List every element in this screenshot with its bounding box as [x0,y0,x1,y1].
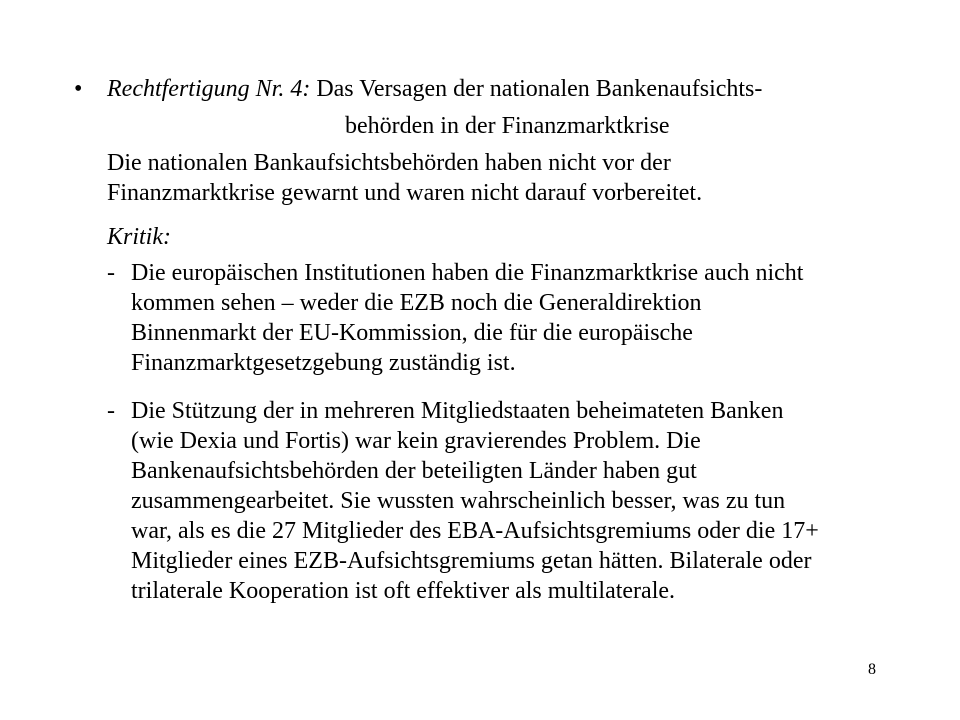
intro-line: Die nationalen Bankaufsichtsbehörden haben nicht vor der [107,150,671,176]
critique-item-text [131,396,931,606]
critique-line: zusammengearbeitet. Sie wussten wahrscheinlich besser, was zu tun [131,488,786,514]
critique-line: Mitglieder eines EZB-Aufsichtsgremiums getan hätten. Bilaterale oder [131,548,812,574]
intro-line: Finanzmarktkrise gewarnt und waren nicht darauf vorbereitet. [107,180,703,206]
critique-line: Bankenaufsichtsbehörden der beteiligten Länder haben gut [131,458,697,484]
critique-line: war, als es die 27 Mitglieder des EBA-Aufsichtsgremiums oder die 17+ [131,518,819,544]
critique-line: Binnenmarkt der EU-Kommission, die für die europäische [131,320,693,346]
page-number: 8 [868,661,876,678]
critique-item-text [131,258,931,378]
slide-heading [107,74,927,104]
heading-title-part2: behörden in der Finanzmarktkrise [345,113,670,139]
critique-line: (wie Dexia und Fortis) war kein gravierendes Problem. Die [131,428,701,454]
dash-icon: - [107,398,115,424]
intro-paragraph [107,148,907,208]
critique-line: Die Stützung der in mehreren Mitgliedstaaten beheimateten Banken [131,398,784,424]
critique-line: Finanzmarktgesetzgebung zuständig ist. [131,350,516,376]
critique-line: kommen sehen – weder die EZB noch die Generaldirektion [131,290,702,316]
bullet-icon: • [74,76,83,102]
kritik-label: Kritik: [107,224,171,250]
critique-line: Die europäischen Institutionen haben die Finanzmarktkrise auch nicht [131,260,804,286]
critique-line: trilaterale Kooperation ist oft effektiver als multilaterale. [131,578,676,604]
heading-title-part1: Das Versagen der nationalen Bankenaufsichts- [310,76,763,102]
dash-icon: - [107,260,115,286]
heading-label: Rechtfertigung Nr. 4: [107,76,311,102]
